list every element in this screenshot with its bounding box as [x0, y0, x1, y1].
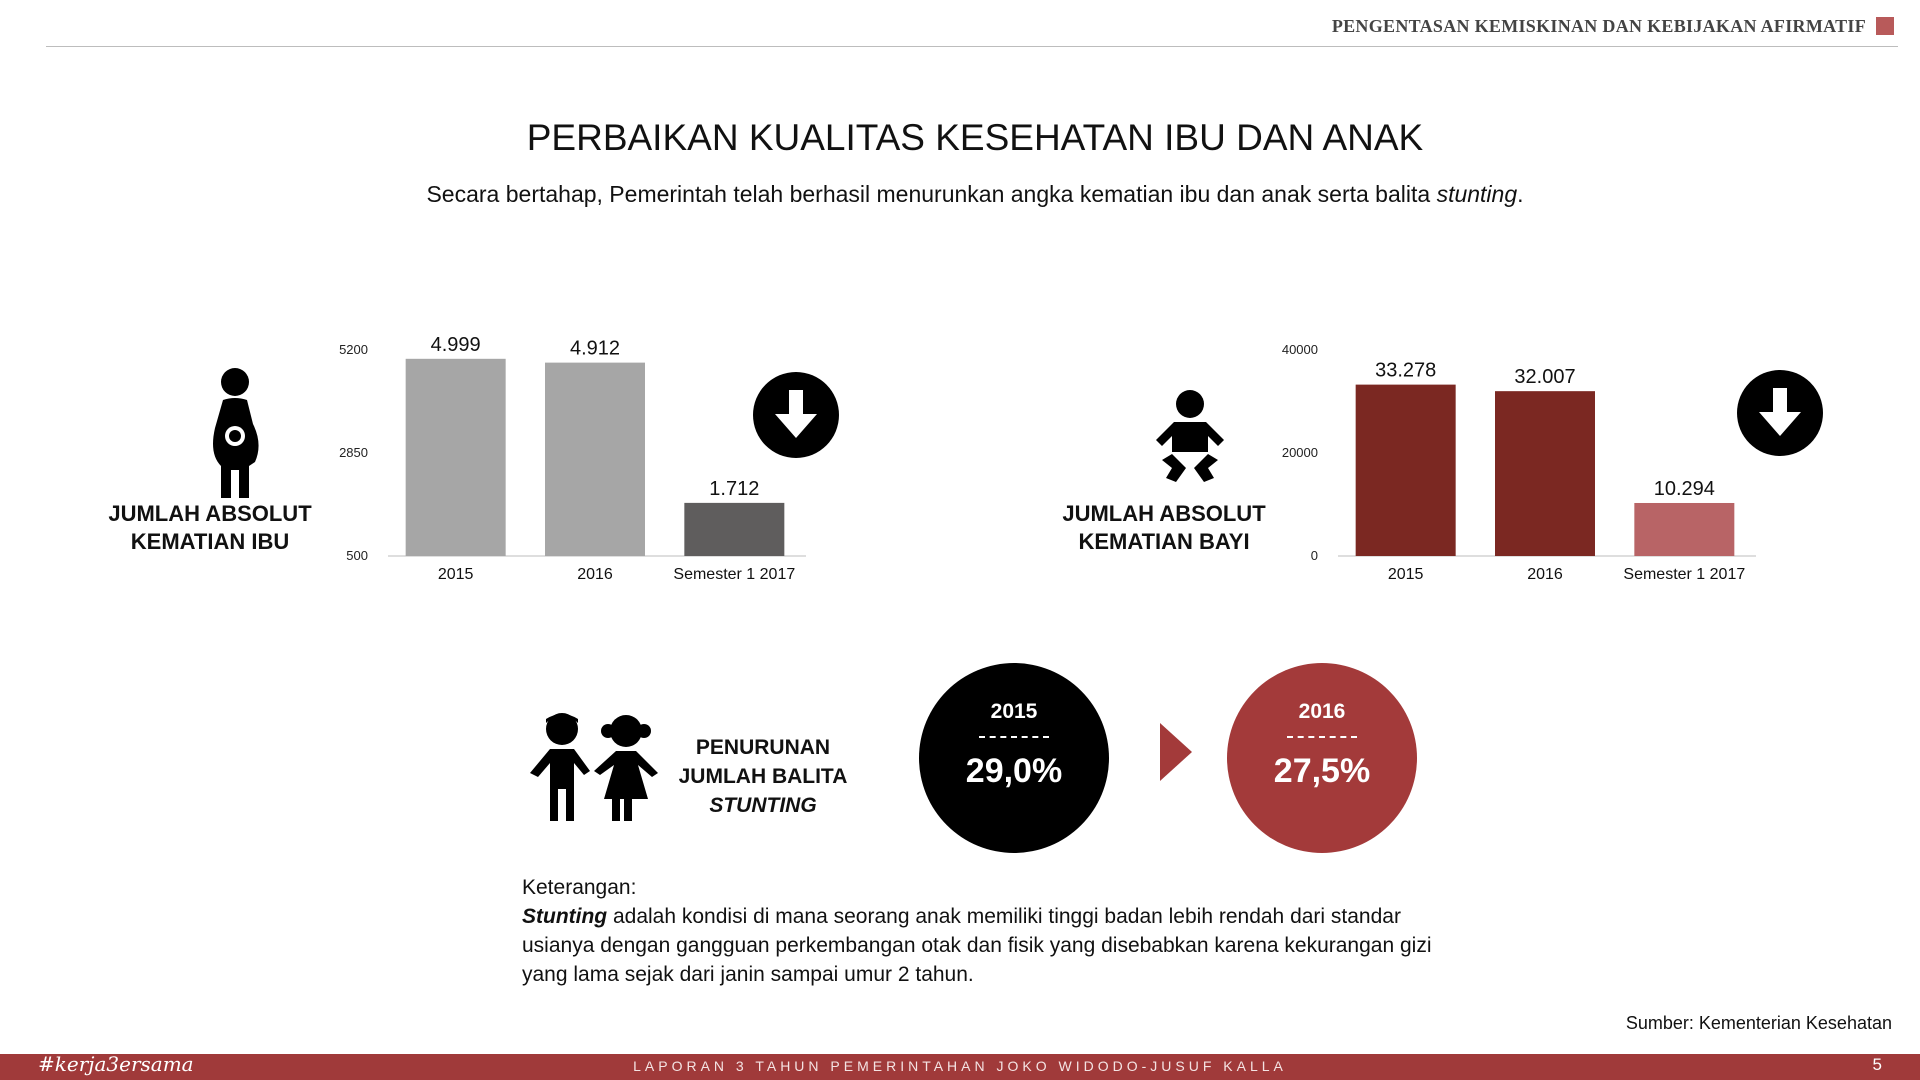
- children-icon: [528, 709, 662, 823]
- x-tick-label: 2016: [1527, 566, 1563, 583]
- bar: [406, 359, 506, 556]
- note-text: adalah kondisi di mana seorang anak memiliki tinggi badan lebih rendah dari standar usianya dengan gangguan perkembangan otak dan fisik yang disebabkan karena kekurangan gizi yang lama sejak dari janin sampai umur 2 tahun.: [522, 905, 1432, 986]
- down-arrow-icon: [753, 372, 839, 458]
- dashed-divider: [979, 736, 1049, 738]
- x-tick-label: 2015: [1387, 566, 1424, 583]
- stunting-note: [522, 873, 1462, 989]
- y-tick-label: 20000: [1281, 445, 1318, 460]
- stunting-caption-line3: STUNTING: [709, 794, 817, 817]
- bar: [545, 363, 645, 556]
- bar: [1356, 385, 1456, 556]
- pregnant-woman-icon: [205, 366, 265, 500]
- stunting-year: 2016: [1298, 700, 1346, 723]
- stunting-caption-line1: PENURUNAN: [695, 736, 831, 759]
- maternal-chart-caption: [100, 500, 320, 556]
- infant-deaths-chart: [1280, 330, 1780, 590]
- down-arrow-icon: [1737, 370, 1823, 456]
- data-label: 33.278: [1375, 359, 1437, 382]
- y-tick-label: 500: [346, 548, 368, 563]
- y-tick-label: 5200: [339, 342, 368, 357]
- stunting-caption-line2: JUMLAH BALITA: [678, 765, 848, 788]
- y-tick-label: 2850: [339, 445, 368, 460]
- footer-hashtag: #kerja3ersama: [38, 1052, 194, 1076]
- note-body: [522, 902, 1462, 989]
- stunting-year: 2015: [990, 700, 1038, 723]
- chevron-right-icon: [1160, 723, 1192, 781]
- page-subtitle: [0, 181, 1920, 208]
- data-label: 4.912: [569, 337, 621, 360]
- note-heading: Keterangan:: [522, 876, 637, 899]
- header-label: PENGENTASAN KEMISKINAN DAN KEBIJAKAN AFIRMATIF: [1331, 16, 1866, 36]
- data-label: 32.007: [1514, 366, 1576, 389]
- subtitle-suffix: .: [1517, 181, 1524, 207]
- data-label: 1.712: [709, 477, 760, 500]
- bar: [1495, 391, 1595, 556]
- stunting-2015-circle: [919, 663, 1109, 853]
- header-divider: [46, 46, 1898, 47]
- note-term: Stunting: [522, 905, 608, 928]
- subtitle-text: Secara bertahap, Pemerintah telah berhasil menurunkan angka kematian ibu dan anak serta balita: [426, 181, 1437, 207]
- infant-chart-caption: [1054, 500, 1274, 556]
- x-tick-label: 2016: [577, 566, 613, 583]
- subtitle-emphasis: stunting: [1436, 181, 1518, 207]
- page-number: 5: [1872, 1055, 1882, 1074]
- maternal-deaths-chart: [330, 330, 830, 590]
- x-tick-label: Semester 1 2017: [1623, 566, 1746, 583]
- x-tick-label: Semester 1 2017: [673, 566, 796, 583]
- y-tick-label: 40000: [1281, 342, 1318, 357]
- bar: [1634, 503, 1734, 556]
- source-text: Sumber: Kementerian Kesehatan: [1625, 1013, 1892, 1033]
- data-label: 10.294: [1653, 477, 1715, 500]
- baby-icon: [1154, 390, 1226, 490]
- y-tick-label: 0: [1310, 548, 1318, 563]
- stunting-value: 29,0%: [965, 752, 1063, 790]
- header-accent-square: [1876, 17, 1894, 35]
- infant-caption-line2: KEMATIAN BAYI: [1078, 529, 1250, 554]
- maternal-caption-line1: JUMLAH ABSOLUT: [108, 501, 312, 526]
- infant-caption-line1: JUMLAH ABSOLUT: [1062, 501, 1266, 526]
- stunting-2016-circle: [1227, 663, 1417, 853]
- stunting-caption: [660, 733, 866, 820]
- footer-title: LAPORAN 3 TAHUN PEMERINTAHAN JOKO WIDODO-JUSUF KALLA: [633, 1058, 1287, 1074]
- bar: [684, 503, 784, 556]
- page-title: PERBAIKAN KUALITAS KESEHATAN IBU DAN ANAK: [526, 117, 1424, 158]
- dashed-divider: [1287, 736, 1357, 738]
- data-label: 4.999: [430, 333, 481, 356]
- maternal-caption-line2: KEMATIAN IBU: [130, 529, 290, 554]
- stunting-value: 27,5%: [1273, 752, 1371, 790]
- x-tick-label: 2015: [437, 566, 474, 583]
